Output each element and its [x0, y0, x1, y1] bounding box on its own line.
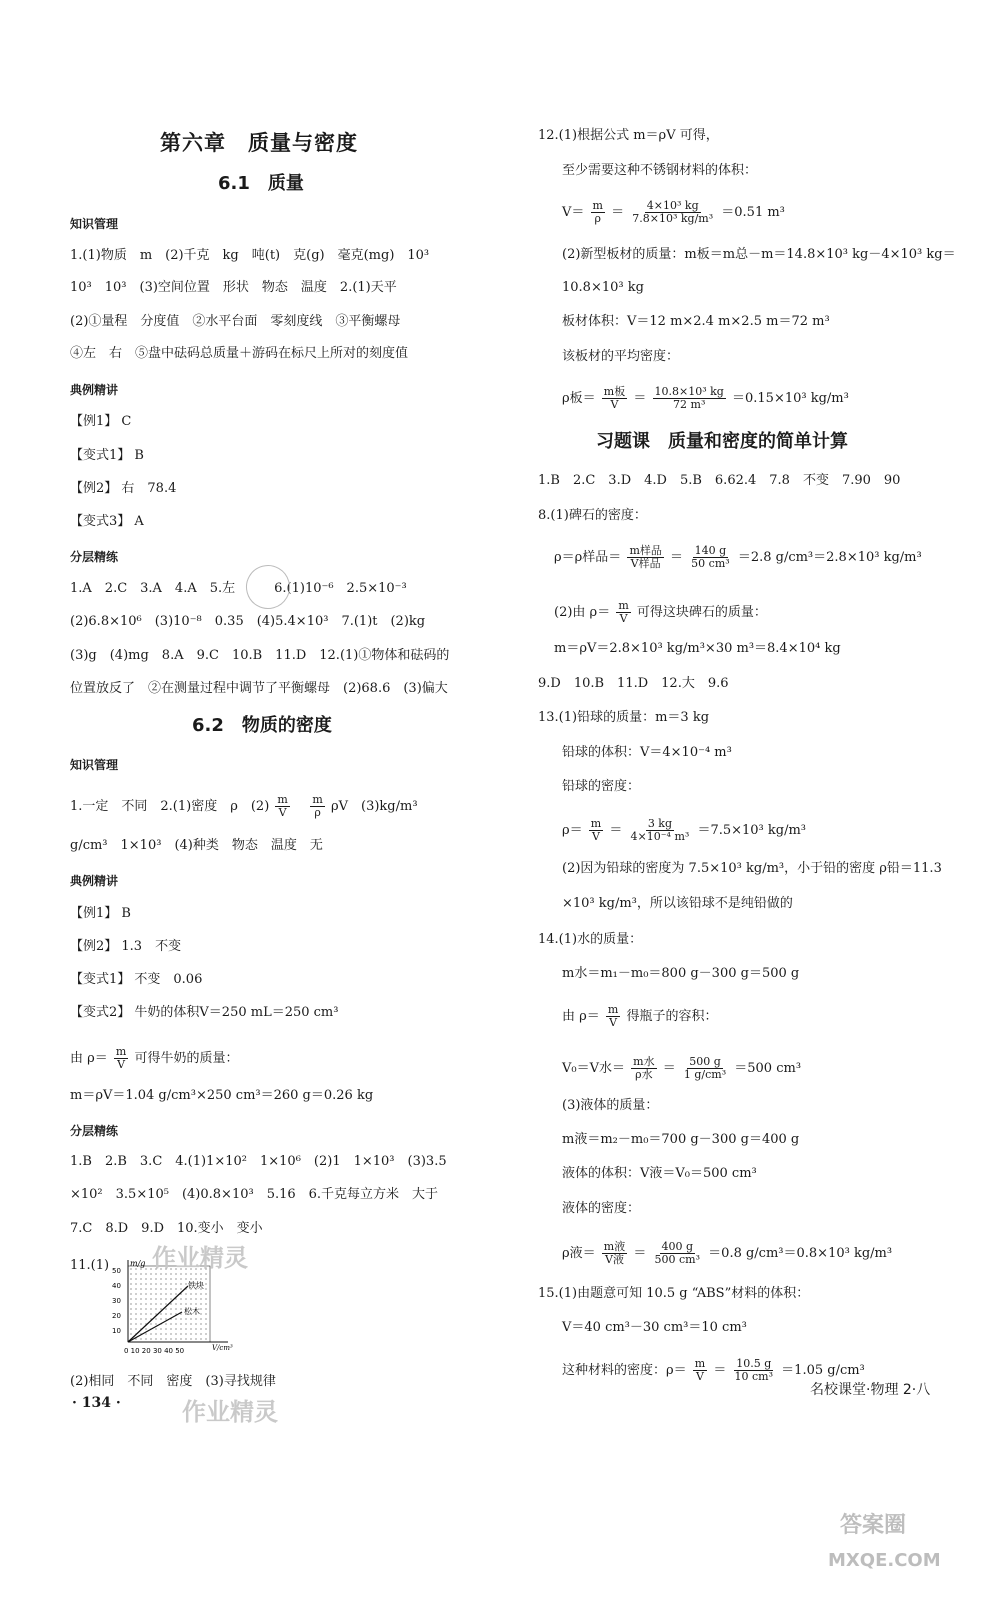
- answer-text: ρ板＝: [562, 391, 596, 406]
- y-axis-label: m/g: [130, 1259, 146, 1268]
- fraction: [693, 1358, 707, 1383]
- x-axis-label: V/cm³: [212, 1344, 233, 1352]
- fraction: [602, 386, 627, 411]
- denominator: V: [619, 612, 628, 625]
- answer-line: 1.A 2.C 3.A 4.A 5.左 6.(1)10⁻⁶ 2.5×10⁻³: [70, 581, 407, 596]
- section-heading: 知识管理: [70, 758, 119, 772]
- answer-text: V₀＝V水＝: [562, 1061, 625, 1076]
- answer-text: 由 ρ＝: [70, 1051, 108, 1066]
- answer-line: [562, 200, 785, 225]
- answer-line: [554, 545, 922, 570]
- answer-text: ＝1.05 g/cm³: [781, 1363, 865, 1378]
- answer-line: 【例1】 B: [70, 906, 131, 921]
- denominator: 4×10⁻⁴ m³: [630, 830, 690, 843]
- answer-line: 液体的体积：V液＝V₀＝500 cm³: [562, 1166, 757, 1181]
- fraction: [653, 386, 726, 411]
- numerator: 3 kg: [647, 817, 673, 830]
- x-ticks: 0 10 20 30 40 50: [124, 1347, 185, 1355]
- numerator: 4×10³ kg: [646, 199, 699, 212]
- answer-text: ρ液＝: [562, 1246, 596, 1261]
- answer-line: 【变式2】 牛奶的体积V＝250 mL＝250 cm³: [70, 1005, 339, 1020]
- answer-line: [70, 794, 418, 819]
- section-6-2-title: 6.2 物质的密度: [192, 715, 332, 736]
- answer-line: [562, 1056, 801, 1081]
- fraction: [689, 545, 732, 570]
- fraction: [114, 1046, 128, 1071]
- answer-line: 铅球的体积：V＝4×10⁻⁴ m³: [562, 745, 732, 760]
- answer-text: V＝: [562, 205, 585, 220]
- fraction: [606, 1004, 620, 1029]
- answer-text: ＝: [713, 1363, 727, 1378]
- answer-text: 这种材料的密度：ρ＝: [562, 1363, 687, 1378]
- answer-line: [554, 600, 767, 625]
- answer-text: ＝0.15×10³ kg/m³: [732, 391, 849, 406]
- numerator: 10.8×10³ kg: [654, 385, 724, 398]
- fraction: [589, 818, 603, 843]
- answer-line: 位置放反了 ②在测量过程中调节了平衡螺母 (2)68.6 (3)偏大: [70, 681, 448, 696]
- numerator: m: [277, 793, 288, 806]
- watermark: 作业精灵: [182, 1398, 278, 1426]
- answer-text: ＝: [662, 1061, 676, 1076]
- numerator: m液: [603, 1240, 626, 1253]
- denominator: V液: [605, 1253, 624, 1266]
- answer-line: (3)g (4)mg 8.A 9.C 10.B 11.D 12.(1)①物体和砝码的: [70, 648, 450, 663]
- numerator: 10.5 g: [736, 1357, 772, 1370]
- answer-line: 【例1】 C: [70, 414, 132, 429]
- answer-line: 13.(1)铅球的质量：m＝3 kg: [538, 710, 710, 725]
- answer-line: (2)新型板材的质量：m板＝m总－m＝14.8×10³ kg－4×10³ kg＝: [562, 247, 956, 262]
- denominator: V: [609, 1016, 618, 1029]
- denominator: 10 cm³: [734, 1370, 774, 1383]
- fraction: [733, 1358, 776, 1383]
- iron-label: 铁块: [188, 1281, 204, 1290]
- denominator: ρ: [314, 806, 321, 819]
- answer-text: 由 ρ＝: [562, 1009, 600, 1024]
- answer-text: ＝7.5×10³ kg/m³: [697, 823, 807, 838]
- answer-line: ④左 右 ⑤盘中砝码总质量＋游码在标尺上所对的刻度值: [70, 346, 409, 361]
- fraction: [631, 1056, 656, 1081]
- denominator: V: [117, 1058, 126, 1071]
- answer-line: 至少需要这种不锈钢材料的体积：: [562, 163, 758, 178]
- section-6-1-title: 6.1 质量: [218, 173, 304, 194]
- y-tick: 40: [112, 1282, 121, 1290]
- numerator: m: [694, 1357, 706, 1370]
- fraction: [310, 794, 324, 819]
- answer-line: 铅球的密度：: [562, 779, 641, 794]
- fraction: [653, 1241, 703, 1266]
- numerator: m: [115, 1045, 127, 1058]
- book-footer: 名校课堂·物理 2·八: [810, 1382, 931, 1398]
- y-tick: 10: [112, 1327, 121, 1335]
- fraction: [275, 794, 289, 819]
- pine-label: 松木: [184, 1307, 200, 1316]
- answer-line: 1.(1)物质 m (2)千克 kg 吨(t) 克(g) 毫克(mg) 10³: [70, 248, 430, 263]
- answer-line: (2)①量程 分度值 ②水平台面 零刻度线 ③平衡螺母: [70, 314, 401, 329]
- answer-line: 【例2】 右 78.4: [70, 481, 177, 496]
- answer-text: ρV (3)kg/m³: [330, 799, 418, 814]
- answer-line: 12.(1)根据公式 m＝ρV 可得，: [538, 128, 719, 143]
- denominator: 1 g/cm³: [683, 1068, 727, 1081]
- denominator: ρ: [594, 212, 601, 225]
- answer-line: m＝ρV＝2.8×10³ kg/m³×30 m³＝8.4×10⁴ kg: [554, 641, 841, 656]
- y-tick: 30: [112, 1297, 121, 1305]
- denominator: V: [610, 398, 619, 411]
- exercise-lesson-title: 习题课 质量和密度的简单计算: [596, 431, 848, 452]
- answer-line: m液＝m₂－m₀＝700 g－300 g＝400 g: [562, 1132, 800, 1147]
- answer-line: [562, 818, 806, 843]
- answer-line: 15.(1)由题意可知 10.5 g “ABS”材料的体积：: [538, 1286, 810, 1301]
- answer-line: (2)6.8×10⁶ (3)10⁻⁸ 0.35 (4)5.4×10³ 7.(1)t (2)kg: [70, 614, 426, 629]
- answer-line: 板材体积：V＝12 m×2.4 m×2.5 m＝72 m³: [562, 314, 830, 329]
- answer-text: ＝: [633, 1246, 647, 1261]
- answer-text: ＝0.51 m³: [721, 205, 785, 220]
- answer-line: 14.(1)水的质量：: [538, 932, 643, 947]
- answer-text: ρ＝: [562, 823, 583, 838]
- answer-line: 1.B 2.C 3.D 4.D 5.B 6.62.4 7.8 不变 7.90 90: [538, 473, 901, 488]
- fraction: [627, 545, 663, 570]
- numerator: 500 g: [689, 1055, 721, 1068]
- denominator: 72 m³: [673, 398, 706, 411]
- answer-text: ＝: [670, 550, 684, 565]
- answer-text: (2)由 ρ＝: [554, 605, 611, 620]
- fraction: [591, 200, 605, 225]
- section-heading: 分层精练: [70, 1124, 119, 1138]
- answer-line: [562, 1004, 718, 1029]
- numerator: 400 g: [661, 1240, 694, 1253]
- numerator: m: [590, 817, 602, 830]
- section-heading: 典例精讲: [70, 874, 119, 888]
- answer-line: (2)相同 不同 密度 (3)寻找规律: [70, 1374, 276, 1389]
- answer-line: 液体的密度：: [562, 1201, 641, 1216]
- answer-line: m水＝m₁－m₀＝800 g－300 g＝500 g: [562, 966, 800, 981]
- answer-line: 该板材的平均密度：: [562, 349, 680, 364]
- answer-line: 8.(1)碑石的密度：: [538, 508, 647, 523]
- denominator: 7.8×10³ kg/m³: [632, 212, 714, 225]
- section-heading: 知识管理: [70, 217, 119, 231]
- watermark: 答案圈: [840, 1513, 907, 1538]
- stamp-mark: [241, 560, 295, 614]
- answer-line: 7.C 8.D 9.D 10.变小 变小: [70, 1221, 263, 1236]
- fraction: [630, 200, 715, 225]
- y-tick: 20: [112, 1312, 121, 1320]
- answer-text: 可得牛奶的质量：: [134, 1051, 239, 1066]
- numerator: m样品: [629, 544, 662, 557]
- answer-text: ＝: [633, 391, 647, 406]
- y-tick: 50: [112, 1267, 121, 1275]
- section-heading: 典例精讲: [70, 383, 119, 397]
- fraction: [602, 1241, 627, 1266]
- answer-line: g/cm³ 1×10³ (4)种类 物态 温度 无: [70, 838, 323, 853]
- answer-line: [562, 386, 849, 411]
- answer-text: 1.一定 不同 2.(1)密度 ρ (2): [70, 799, 270, 814]
- numerator: m: [618, 599, 629, 612]
- answer-line: 1.B 2.B 3.C 4.(1)1×10² 1×10⁶ (2)1 1×10³ (3)3.5: [70, 1154, 447, 1169]
- answer-line: ×10² 3.5×10⁵ (4)0.8×10³ 5.16 6.千克每立方米 大于: [70, 1187, 439, 1202]
- answer-line: 10.8×10³ kg: [562, 280, 644, 295]
- answer-text: ＝0.8 g/cm³＝0.8×10³ kg/m³: [708, 1246, 893, 1261]
- numerator: m: [607, 1003, 619, 1016]
- numerator: m板: [603, 385, 626, 398]
- fraction: [629, 818, 692, 843]
- answer-line: [562, 1241, 892, 1266]
- denominator: V: [592, 830, 600, 843]
- answer-text: ＝: [611, 205, 625, 220]
- denominator: ρ水: [635, 1068, 653, 1081]
- answer-line: (2)因为铅球的密度为 7.5×10³ kg/m³，小于铅的密度 ρ铅＝11.3: [562, 861, 942, 876]
- denominator: V: [278, 806, 287, 819]
- answer-text: 可得这块碑石的质量：: [636, 605, 767, 620]
- numerator: m: [312, 793, 323, 806]
- answer-line: 【变式1】 不变 0.06: [70, 972, 203, 987]
- answer-text: ρ＝ρ样品＝: [554, 550, 622, 565]
- page-number: · 134 ·: [72, 1395, 121, 1411]
- denominator: V: [696, 1370, 704, 1383]
- section-heading: 分层精练: [70, 550, 119, 564]
- answer-line: 【变式3】 A: [70, 514, 144, 529]
- answer-line: ×10³ kg/m³，所以该铅球不是纯铅做的: [562, 896, 793, 911]
- answer-line: 11.(1): [70, 1258, 110, 1273]
- answer-line: 10³ 10³ (3)空间位置 形状 物态 温度 2.(1)天平: [70, 280, 397, 295]
- answer-text: ＝: [609, 823, 623, 838]
- answer-line: m＝ρV＝1.04 g/cm³×250 cm³＝260 g＝0.26 kg: [70, 1088, 374, 1103]
- denominator: 50 cm³: [691, 557, 730, 570]
- answer-text: ＝500 cm³: [734, 1061, 802, 1076]
- answer-line: [70, 1046, 239, 1071]
- answer-line: 【变式1】 B: [70, 448, 144, 463]
- answer-text: 得瓶子的容积：: [626, 1009, 718, 1024]
- answer-line: V＝40 cm³－30 cm³＝10 cm³: [562, 1320, 747, 1335]
- watermark: MXQE.COM: [828, 1550, 941, 1571]
- fraction: [616, 600, 630, 625]
- answer-line: 【例2】 1.3 不变: [70, 939, 182, 954]
- answer-line: (3)液体的质量：: [562, 1098, 659, 1113]
- chapter-title: 第六章 质量与密度: [160, 131, 358, 155]
- answer-line: 9.D 10.B 11.D 12.大 9.6: [538, 676, 729, 691]
- answer-text: ＝2.8 g/cm³＝2.8×10³ kg/m³: [737, 550, 922, 565]
- denominator: V样品: [630, 557, 661, 570]
- numerator: m: [592, 199, 603, 212]
- denominator: 500 cm³: [654, 1253, 701, 1266]
- mass-volume-graph: [110, 1258, 250, 1358]
- numerator: m水: [633, 1055, 655, 1068]
- watermark: 作业精灵: [152, 1244, 248, 1272]
- fraction: [682, 1056, 728, 1081]
- numerator: 140 g: [694, 544, 727, 557]
